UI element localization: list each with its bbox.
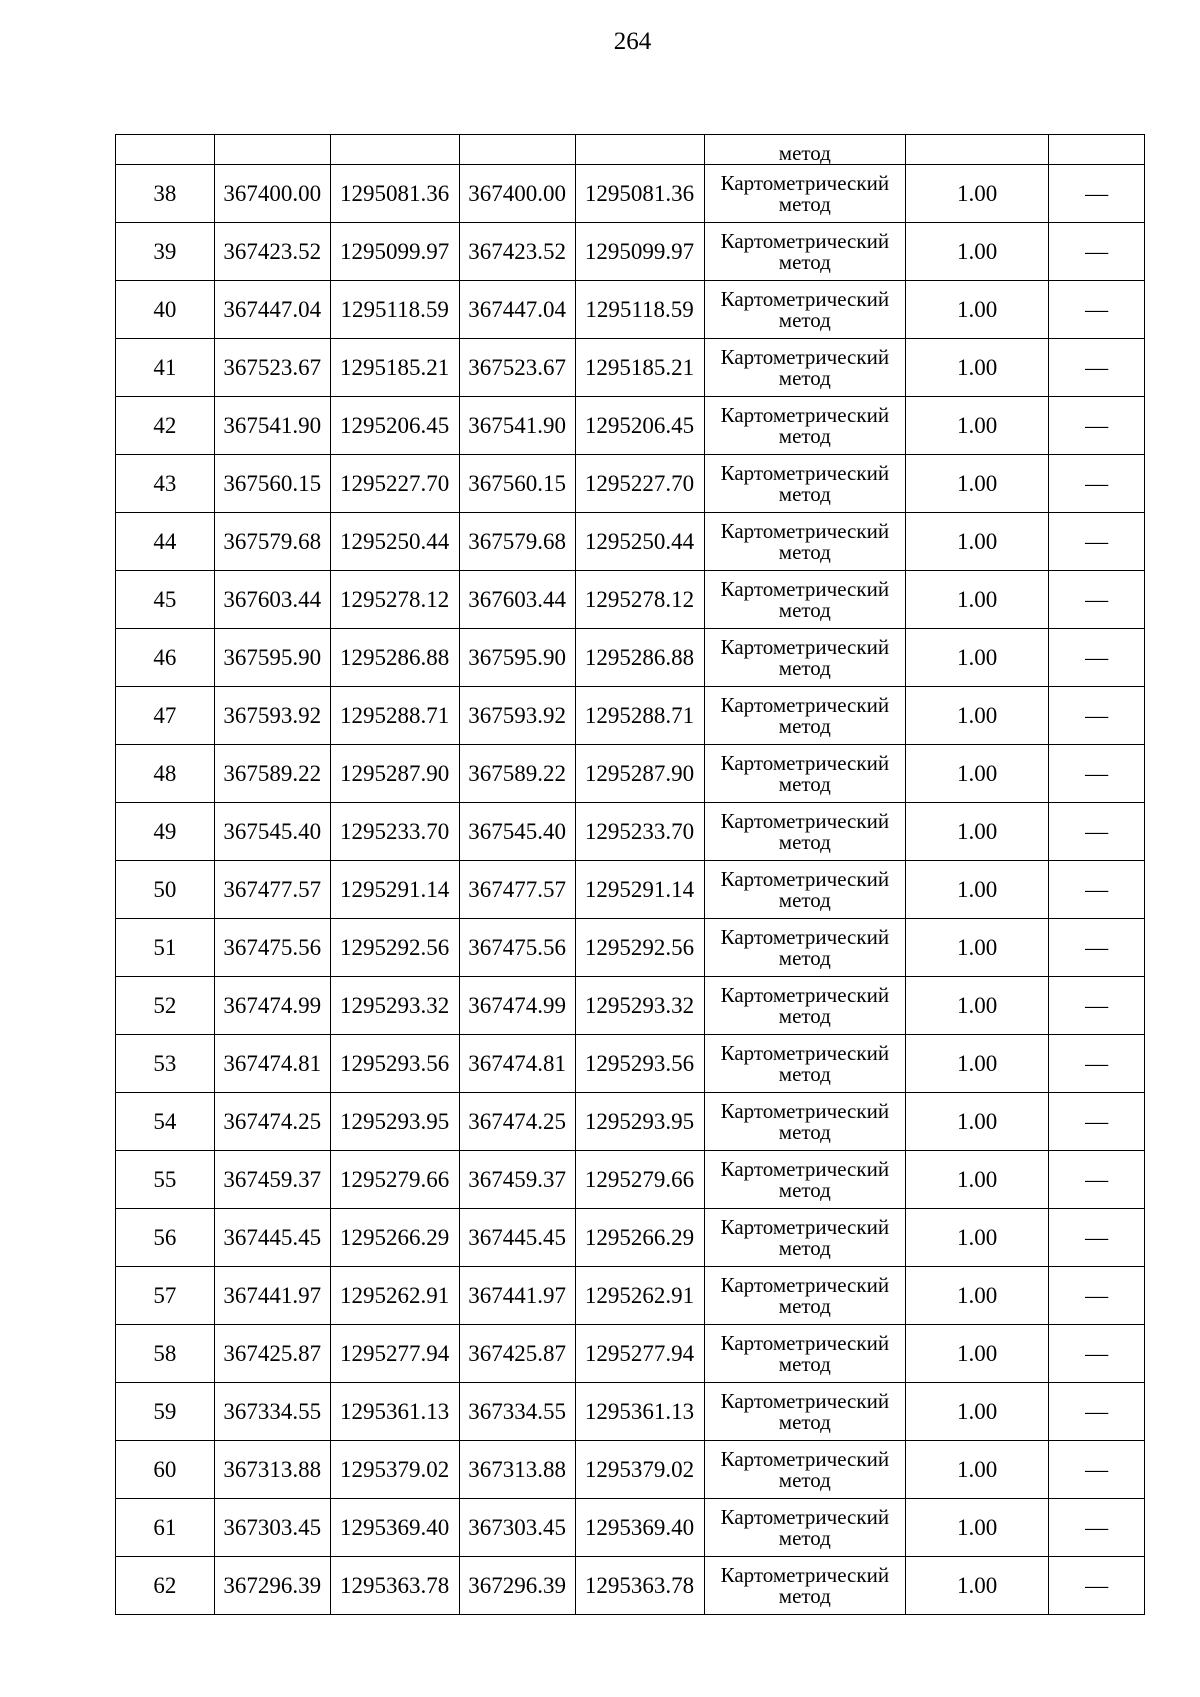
table-row bbox=[116, 455, 1145, 513]
precision-cell: 1.00 bbox=[906, 1325, 1049, 1383]
method-line-2: метод bbox=[778, 1178, 831, 1202]
note-cell: — bbox=[1049, 281, 1145, 339]
method-cell bbox=[704, 919, 906, 977]
method-line-1: Картометрический bbox=[720, 1098, 890, 1123]
method-line-2: метод bbox=[778, 1584, 831, 1608]
method-cell bbox=[704, 165, 906, 223]
method-cell: метод bbox=[704, 135, 906, 165]
method-line-1: Картометрический bbox=[720, 402, 890, 427]
precision-cell bbox=[906, 135, 1049, 165]
point-number-cell bbox=[116, 135, 215, 165]
point-number-cell: 62 bbox=[116, 1557, 215, 1615]
point-number-cell: 51 bbox=[116, 919, 215, 977]
y-cell: 1295278.12 bbox=[330, 571, 459, 629]
precision-cell: 1.00 bbox=[906, 1441, 1049, 1499]
point-number-cell: 39 bbox=[116, 223, 215, 281]
precision-cell: 1.00 bbox=[906, 223, 1049, 281]
point-number-cell: 57 bbox=[116, 1267, 215, 1325]
y-cell: 1295363.78 bbox=[575, 1557, 704, 1615]
y-cell: 1295291.14 bbox=[330, 861, 459, 919]
x-cell: 367560.15 bbox=[214, 455, 330, 513]
x-cell: 367425.87 bbox=[459, 1325, 575, 1383]
note-cell: — bbox=[1049, 803, 1145, 861]
y-cell bbox=[575, 135, 704, 165]
method-cell bbox=[704, 223, 906, 281]
table-row bbox=[116, 1151, 1145, 1209]
precision-cell: 1.00 bbox=[906, 919, 1049, 977]
method-line-2: метод bbox=[778, 1410, 831, 1434]
x-cell: 367474.25 bbox=[459, 1093, 575, 1151]
precision-cell: 1.00 bbox=[906, 397, 1049, 455]
method-cell bbox=[704, 1383, 906, 1441]
note-cell: — bbox=[1049, 1209, 1145, 1267]
x-cell: 367441.97 bbox=[459, 1267, 575, 1325]
y-cell: 1295293.95 bbox=[330, 1093, 459, 1151]
y-cell: 1295293.32 bbox=[575, 977, 704, 1035]
table-row bbox=[116, 629, 1145, 687]
precision-cell: 1.00 bbox=[906, 281, 1049, 339]
method-cell bbox=[704, 687, 906, 745]
note-cell: — bbox=[1049, 629, 1145, 687]
x-cell: 367603.44 bbox=[214, 571, 330, 629]
x-cell: 367303.45 bbox=[459, 1499, 575, 1557]
y-cell: 1295291.14 bbox=[575, 861, 704, 919]
method-line-2: метод bbox=[778, 540, 831, 564]
note-cell: — bbox=[1049, 571, 1145, 629]
y-cell: 1295293.32 bbox=[330, 977, 459, 1035]
point-number-cell: 43 bbox=[116, 455, 215, 513]
method-line-1: Картометрический bbox=[720, 576, 890, 601]
table-row bbox=[116, 223, 1145, 281]
note-cell: — bbox=[1049, 919, 1145, 977]
method-line-2: метод bbox=[778, 1352, 831, 1376]
coordinates-table bbox=[115, 134, 1145, 1615]
x-cell: 367579.68 bbox=[459, 513, 575, 571]
point-number-cell: 59 bbox=[116, 1383, 215, 1441]
y-cell: 1295206.45 bbox=[575, 397, 704, 455]
y-cell: 1295081.36 bbox=[575, 165, 704, 223]
table-row bbox=[116, 687, 1145, 745]
point-number-cell: 46 bbox=[116, 629, 215, 687]
method-line-2: метод bbox=[778, 1062, 831, 1086]
note-cell: — bbox=[1049, 1325, 1145, 1383]
note-cell: — bbox=[1049, 745, 1145, 803]
method-line-1: Картометрический bbox=[720, 460, 890, 485]
method-cell bbox=[704, 513, 906, 571]
method-cell bbox=[704, 1441, 906, 1499]
method-cell bbox=[704, 977, 906, 1035]
precision-cell: 1.00 bbox=[906, 687, 1049, 745]
method-line-1: Картометрический bbox=[720, 1214, 890, 1239]
point-number-cell: 61 bbox=[116, 1499, 215, 1557]
y-cell: 1295369.40 bbox=[575, 1499, 704, 1557]
page-number: 264 bbox=[613, 28, 652, 55]
note-cell: — bbox=[1049, 223, 1145, 281]
method-cell bbox=[704, 1499, 906, 1557]
x-cell: 367313.88 bbox=[214, 1441, 330, 1499]
y-cell: 1295099.97 bbox=[575, 223, 704, 281]
method-cell bbox=[704, 745, 906, 803]
x-cell bbox=[214, 135, 330, 165]
method-line-2: метод bbox=[778, 482, 831, 506]
y-cell: 1295118.59 bbox=[575, 281, 704, 339]
method-line-2: метод bbox=[778, 192, 831, 216]
method-cell bbox=[704, 1151, 906, 1209]
x-cell: 367445.45 bbox=[459, 1209, 575, 1267]
method-line-2: метод bbox=[778, 1004, 831, 1028]
x-cell: 367423.52 bbox=[459, 223, 575, 281]
method-line-1: Картометрический bbox=[720, 692, 890, 717]
x-cell: 367589.22 bbox=[214, 745, 330, 803]
y-cell: 1295363.78 bbox=[330, 1557, 459, 1615]
x-cell: 367474.25 bbox=[214, 1093, 330, 1151]
method-cell bbox=[704, 339, 906, 397]
y-cell: 1295266.29 bbox=[575, 1209, 704, 1267]
precision-cell: 1.00 bbox=[906, 1151, 1049, 1209]
y-cell: 1295279.66 bbox=[330, 1151, 459, 1209]
x-cell: 367523.67 bbox=[459, 339, 575, 397]
precision-cell: 1.00 bbox=[906, 455, 1049, 513]
table-row bbox=[116, 977, 1145, 1035]
table-body bbox=[116, 135, 1145, 1615]
x-cell: 367477.57 bbox=[459, 861, 575, 919]
method-line-1: Картометрический bbox=[720, 1040, 890, 1065]
table-row bbox=[116, 1441, 1145, 1499]
method-line-2: метод bbox=[778, 1526, 831, 1550]
y-cell: 1295081.36 bbox=[330, 165, 459, 223]
y-cell: 1295288.71 bbox=[330, 687, 459, 745]
y-cell: 1295286.88 bbox=[330, 629, 459, 687]
y-cell: 1295250.44 bbox=[575, 513, 704, 571]
precision-cell: 1.00 bbox=[906, 1557, 1049, 1615]
point-number-cell: 53 bbox=[116, 1035, 215, 1093]
method-line-2: метод bbox=[778, 714, 831, 738]
note-cell: — bbox=[1049, 1557, 1145, 1615]
x-cell: 367474.81 bbox=[459, 1035, 575, 1093]
y-cell: 1295118.59 bbox=[330, 281, 459, 339]
note-cell: — bbox=[1049, 455, 1145, 513]
x-cell: 367474.99 bbox=[214, 977, 330, 1035]
x-cell: 367475.56 bbox=[459, 919, 575, 977]
method-line-1: Картометрический bbox=[720, 1388, 890, 1413]
method-line-1: Картометрический bbox=[720, 750, 890, 775]
method-line-1: Картометрический bbox=[720, 808, 890, 833]
x-cell: 367423.52 bbox=[214, 223, 330, 281]
note-cell: — bbox=[1049, 861, 1145, 919]
table-row bbox=[116, 1383, 1145, 1441]
y-cell: 1295227.70 bbox=[575, 455, 704, 513]
method-line-2: метод bbox=[778, 656, 831, 680]
y-cell: 1295206.45 bbox=[330, 397, 459, 455]
precision-cell: 1.00 bbox=[906, 1383, 1049, 1441]
x-cell: 367303.45 bbox=[214, 1499, 330, 1557]
method-line-1: Картометрический bbox=[720, 228, 890, 253]
y-cell: 1295369.40 bbox=[330, 1499, 459, 1557]
x-cell: 367441.97 bbox=[214, 1267, 330, 1325]
x-cell: 367296.39 bbox=[214, 1557, 330, 1615]
y-cell: 1295292.56 bbox=[575, 919, 704, 977]
table-row bbox=[116, 571, 1145, 629]
x-cell: 367459.37 bbox=[214, 1151, 330, 1209]
x-cell: 367447.04 bbox=[459, 281, 575, 339]
note-cell: — bbox=[1049, 1441, 1145, 1499]
precision-cell: 1.00 bbox=[906, 977, 1049, 1035]
method-cell bbox=[704, 1325, 906, 1383]
x-cell: 367425.87 bbox=[214, 1325, 330, 1383]
x-cell: 367593.92 bbox=[459, 687, 575, 745]
continuation-row bbox=[116, 135, 1145, 165]
x-cell: 367334.55 bbox=[459, 1383, 575, 1441]
precision-cell: 1.00 bbox=[906, 165, 1049, 223]
note-cell: — bbox=[1049, 397, 1145, 455]
precision-cell: 1.00 bbox=[906, 1499, 1049, 1557]
y-cell: 1295262.91 bbox=[575, 1267, 704, 1325]
note-cell: — bbox=[1049, 513, 1145, 571]
method-line-2: метод bbox=[778, 366, 831, 390]
precision-cell: 1.00 bbox=[906, 803, 1049, 861]
table-row bbox=[116, 861, 1145, 919]
method-cell bbox=[704, 629, 906, 687]
note-cell: — bbox=[1049, 339, 1145, 397]
point-number-cell: 50 bbox=[116, 861, 215, 919]
x-cell: 367459.37 bbox=[459, 1151, 575, 1209]
table-row bbox=[116, 1035, 1145, 1093]
point-number-cell: 44 bbox=[116, 513, 215, 571]
method-line-1: Картометрический bbox=[720, 344, 890, 369]
method-line-2: метод bbox=[778, 772, 831, 796]
x-cell: 367313.88 bbox=[459, 1441, 575, 1499]
method-cell bbox=[704, 571, 906, 629]
method-cell bbox=[704, 1035, 906, 1093]
x-cell: 367400.00 bbox=[214, 165, 330, 223]
method-line-1: Картометрический bbox=[720, 1156, 890, 1181]
note-cell: — bbox=[1049, 977, 1145, 1035]
method-line-2: метод bbox=[778, 888, 831, 912]
y-cell: 1295293.56 bbox=[575, 1035, 704, 1093]
table-row bbox=[116, 1093, 1145, 1151]
precision-cell: 1.00 bbox=[906, 629, 1049, 687]
y-cell: 1295233.70 bbox=[330, 803, 459, 861]
x-cell: 367474.99 bbox=[459, 977, 575, 1035]
y-cell: 1295099.97 bbox=[330, 223, 459, 281]
table-row bbox=[116, 919, 1145, 977]
x-cell: 367541.90 bbox=[214, 397, 330, 455]
point-number-cell: 40 bbox=[116, 281, 215, 339]
method-line-1: Картометрический bbox=[720, 982, 890, 1007]
y-cell: 1295288.71 bbox=[575, 687, 704, 745]
note-cell: — bbox=[1049, 687, 1145, 745]
table-row bbox=[116, 745, 1145, 803]
method-cell bbox=[704, 397, 906, 455]
note-cell: — bbox=[1049, 1267, 1145, 1325]
y-cell: 1295279.66 bbox=[575, 1151, 704, 1209]
method-line-1: Картометрический bbox=[720, 1330, 890, 1355]
y-cell: 1295185.21 bbox=[575, 339, 704, 397]
x-cell: 367474.81 bbox=[214, 1035, 330, 1093]
method-cell bbox=[704, 1267, 906, 1325]
y-cell: 1295262.91 bbox=[330, 1267, 459, 1325]
table-row bbox=[116, 803, 1145, 861]
method-line-1: Картометрический bbox=[720, 634, 890, 659]
method-cell bbox=[704, 281, 906, 339]
y-cell: 1295286.88 bbox=[575, 629, 704, 687]
note-cell: — bbox=[1049, 1383, 1145, 1441]
precision-cell: 1.00 bbox=[906, 1035, 1049, 1093]
point-number-cell: 45 bbox=[116, 571, 215, 629]
precision-cell: 1.00 bbox=[906, 571, 1049, 629]
x-cell: 367589.22 bbox=[459, 745, 575, 803]
y-cell: 1295266.29 bbox=[330, 1209, 459, 1267]
table-row bbox=[116, 1499, 1145, 1557]
y-cell: 1295185.21 bbox=[330, 339, 459, 397]
x-cell: 367523.67 bbox=[214, 339, 330, 397]
method-cell bbox=[704, 803, 906, 861]
method-line-1: Картометрический bbox=[720, 518, 890, 543]
table-row bbox=[116, 165, 1145, 223]
method-line-2: метод bbox=[778, 308, 831, 332]
method-line-1: Картометрический bbox=[720, 170, 890, 195]
y-cell: 1295278.12 bbox=[575, 571, 704, 629]
x-cell: 367545.40 bbox=[214, 803, 330, 861]
x-cell: 367541.90 bbox=[459, 397, 575, 455]
precision-cell: 1.00 bbox=[906, 513, 1049, 571]
y-cell: 1295277.94 bbox=[330, 1325, 459, 1383]
x-cell: 367296.39 bbox=[459, 1557, 575, 1615]
point-number-cell: 42 bbox=[116, 397, 215, 455]
y-cell: 1295227.70 bbox=[330, 455, 459, 513]
table-row bbox=[116, 1267, 1145, 1325]
method-line-1: Картометрический bbox=[720, 1504, 890, 1529]
method-line-1: Картометрический bbox=[720, 1562, 890, 1587]
x-cell: 367545.40 bbox=[459, 803, 575, 861]
point-number-cell: 48 bbox=[116, 745, 215, 803]
y-cell: 1295293.95 bbox=[575, 1093, 704, 1151]
table-row bbox=[116, 1325, 1145, 1383]
method-line-2: метод bbox=[778, 1120, 831, 1144]
x-cell: 367447.04 bbox=[214, 281, 330, 339]
point-number-cell: 52 bbox=[116, 977, 215, 1035]
precision-cell: 1.00 bbox=[906, 1093, 1049, 1151]
method-cell bbox=[704, 455, 906, 513]
method-line-1: Картометрический bbox=[720, 1272, 890, 1297]
x-cell: 367477.57 bbox=[214, 861, 330, 919]
y-cell bbox=[330, 135, 459, 165]
y-cell: 1295287.90 bbox=[575, 745, 704, 803]
y-cell: 1295250.44 bbox=[330, 513, 459, 571]
note-cell: — bbox=[1049, 1093, 1145, 1151]
note-cell: — bbox=[1049, 1035, 1145, 1093]
point-number-cell: 54 bbox=[116, 1093, 215, 1151]
method-line-2: метод bbox=[778, 1468, 831, 1492]
precision-cell: 1.00 bbox=[906, 861, 1049, 919]
method-cell bbox=[704, 1093, 906, 1151]
y-cell: 1295292.56 bbox=[330, 919, 459, 977]
point-number-cell: 56 bbox=[116, 1209, 215, 1267]
precision-cell: 1.00 bbox=[906, 745, 1049, 803]
table-row bbox=[116, 397, 1145, 455]
method-line-2: метод bbox=[778, 598, 831, 622]
point-number-cell: 55 bbox=[116, 1151, 215, 1209]
method-line-2: метод bbox=[778, 1294, 831, 1318]
x-cell: 367579.68 bbox=[214, 513, 330, 571]
table-row bbox=[116, 513, 1145, 571]
x-cell: 367595.90 bbox=[459, 629, 575, 687]
y-cell: 1295233.70 bbox=[575, 803, 704, 861]
x-cell: 367560.15 bbox=[459, 455, 575, 513]
x-cell: 367595.90 bbox=[214, 629, 330, 687]
method-cell bbox=[704, 1557, 906, 1615]
method-line-1: Картометрический bbox=[720, 1446, 890, 1471]
y-cell: 1295361.13 bbox=[575, 1383, 704, 1441]
method-line-2: метод bbox=[778, 250, 831, 274]
point-number-cell: 38 bbox=[116, 165, 215, 223]
point-number-cell: 47 bbox=[116, 687, 215, 745]
point-number-cell: 60 bbox=[116, 1441, 215, 1499]
method-cell bbox=[704, 1209, 906, 1267]
method-line-1: Картометрический bbox=[720, 924, 890, 949]
note-cell: — bbox=[1049, 165, 1145, 223]
x-cell: 367445.45 bbox=[214, 1209, 330, 1267]
y-cell: 1295293.56 bbox=[330, 1035, 459, 1093]
note-cell: — bbox=[1049, 1499, 1145, 1557]
x-cell bbox=[459, 135, 575, 165]
table-row bbox=[116, 339, 1145, 397]
point-number-cell: 58 bbox=[116, 1325, 215, 1383]
point-number-cell: 41 bbox=[116, 339, 215, 397]
table-row bbox=[116, 1209, 1145, 1267]
method-cell bbox=[704, 861, 906, 919]
precision-cell: 1.00 bbox=[906, 1209, 1049, 1267]
method-line-2: метод bbox=[778, 1236, 831, 1260]
y-cell: 1295379.02 bbox=[330, 1441, 459, 1499]
x-cell: 367593.92 bbox=[214, 687, 330, 745]
method-line-1: Картометрический bbox=[720, 866, 890, 891]
precision-cell: 1.00 bbox=[906, 339, 1049, 397]
y-cell: 1295277.94 bbox=[575, 1325, 704, 1383]
x-cell: 367400.00 bbox=[459, 165, 575, 223]
method-line-1: Картометрический bbox=[720, 286, 890, 311]
method-line-2: метод bbox=[778, 946, 831, 970]
table-row bbox=[116, 281, 1145, 339]
y-cell: 1295379.02 bbox=[575, 1441, 704, 1499]
x-cell: 367334.55 bbox=[214, 1383, 330, 1441]
x-cell: 367475.56 bbox=[214, 919, 330, 977]
y-cell: 1295287.90 bbox=[330, 745, 459, 803]
point-number-cell: 49 bbox=[116, 803, 215, 861]
method-line-2: метод bbox=[778, 424, 831, 448]
y-cell: 1295361.13 bbox=[330, 1383, 459, 1441]
table-row bbox=[116, 1557, 1145, 1615]
precision-cell: 1.00 bbox=[906, 1267, 1049, 1325]
x-cell: 367603.44 bbox=[459, 571, 575, 629]
note-cell bbox=[1049, 135, 1145, 165]
method-line-2: метод bbox=[778, 830, 831, 854]
note-cell: — bbox=[1049, 1151, 1145, 1209]
